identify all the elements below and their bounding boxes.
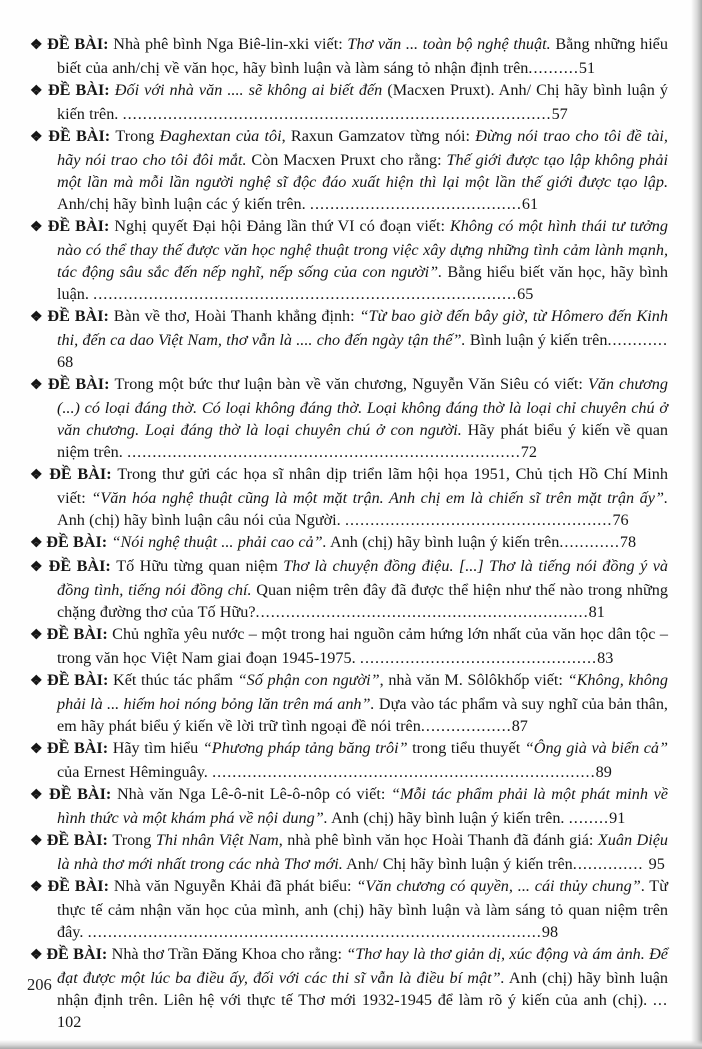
entry-text: “Phương pháp tảng băng trôi”	[202, 739, 408, 757]
entry-label: ĐỀ BÀI:	[47, 81, 115, 99]
diamond-bullet-icon: ❖	[30, 560, 49, 575]
entry-label: ĐỀ BÀI:	[47, 217, 115, 235]
entry-label: ĐỀ BÀI:	[49, 465, 118, 483]
entry-label: ĐỀ BÀI:	[46, 625, 113, 643]
entry-page-number: 89	[595, 763, 612, 781]
entry-text: Còn Macxen Pruxt cho rằng:	[246, 151, 447, 169]
entry-text: Nhà thơ Trần Đăng Khoa cho rằng:	[111, 945, 347, 963]
entry-page-number: 57	[551, 105, 568, 123]
entry-text: Trong thư gửi các họa sĩ nhân dịp triển lãm hội họa 1951, Chủ tịch Hồ Chí Minh viết:	[57, 465, 668, 507]
toc-entry	[30, 555, 668, 623]
entry-text: Thơ là chuyện đồng điệu. [...] Thơ là tiếng nói đồng ý và đồng tình, tiếng nói đồng chí.	[57, 557, 668, 599]
entry-label: ĐỀ BÀI:	[47, 877, 114, 895]
entry-text: Văn chương (...) có loại đáng thờ. Có loại không đáng thờ. Loại không đáng thờ là loại chỉ chuyên chú ở văn chương. Loại đáng thờ là loại chuyên chú ở con người.	[57, 375, 668, 439]
entry-text: của Ernest Hêminguây.	[57, 763, 213, 781]
entry-label: ĐỀ BÀI:	[46, 831, 113, 849]
dot-leader: ..................	[420, 717, 512, 735]
toc-entry	[30, 783, 668, 829]
entry-page-number: 95	[648, 855, 665, 873]
entry-label: ĐỀ BÀI:	[49, 785, 117, 803]
entry-label: ĐỀ BÀI:	[46, 739, 113, 757]
toc-entry	[30, 623, 668, 669]
dot-leader: ...	[652, 991, 668, 1009]
diamond-bullet-icon: ❖	[30, 834, 47, 849]
toc-entry	[30, 875, 668, 943]
toc-entry	[30, 125, 668, 215]
dot-leader: ..................................................................	[255, 603, 589, 621]
entry-page-number: 98	[541, 923, 559, 941]
diamond-bullet-icon: ❖	[30, 84, 48, 99]
entry-text: Hãy tìm hiểu	[112, 739, 203, 757]
entry-page-number: 78	[619, 533, 637, 551]
diamond-bullet-icon: ❖	[30, 378, 48, 393]
toc-list	[30, 33, 668, 1033]
entry-text: Anh/chị hãy bình luận các ý kiến trên.	[57, 195, 310, 213]
dot-leader: ...............................................	[359, 649, 598, 667]
dot-leader: ..........................................................................................	[87, 923, 542, 941]
dot-leader: .....................................................................................	[122, 105, 552, 123]
entry-text: , Raxun Gamzatov từng nói:	[281, 127, 476, 145]
entry-text: “Mỗi tác phẩm phải là một phát minh về hình thức và một khám phá về nội dung”.	[57, 785, 668, 827]
entry-label: ĐỀ BÀI:	[46, 945, 112, 963]
toc-entry	[30, 829, 668, 875]
entry-text: Nghị quyết Đại hội Đảng lần thứ VI có đoạn viết:	[114, 217, 450, 235]
entry-page-number: 76	[612, 511, 629, 529]
entry-text: “Thơ hay là thơ giản dị, xúc động và ám ảnh. Để đạt được một lúc ba điều ấy, đối với các thi sĩ vẫn là điều bí mật”.	[57, 945, 668, 987]
dot-leader: ..............	[572, 855, 649, 873]
entry-text: Đừng nói trao cho tôi đề tài, hãy nói trao cho tôi đôi mắt.	[57, 127, 668, 169]
entry-text: Nhà phê bình Nga Biê-lin-xki viết:	[113, 35, 348, 53]
entry-text: Trong	[115, 127, 160, 145]
diamond-bullet-icon: ❖	[30, 38, 48, 53]
entry-text: Bằng hiểu biết văn học, hãy bình luận.	[57, 263, 669, 303]
entry-text: Trong một bức thư luận bàn về văn chương, Nguyễn Văn Siêu có viết:	[114, 375, 588, 393]
entry-text: “Văn chương có quyền, ... cái thủy chung”	[356, 877, 641, 895]
dot-leader: .....................................................	[344, 511, 613, 529]
entry-text: Bình luận ý kiến trên	[465, 331, 608, 349]
entry-text: Tố Hữu từng quan niệm	[116, 557, 284, 575]
diamond-bullet-icon: ❖	[30, 742, 47, 757]
scan-edge-bottom	[0, 1040, 702, 1049]
toc-entry	[30, 669, 668, 737]
entry-text: Bàn về thơ, Hoài Thanh khẳng định:	[113, 307, 360, 325]
entry-page-number: 91	[609, 809, 626, 827]
entry-label: ĐỀ BÀI:	[47, 375, 115, 393]
dot-leader: ............	[559, 533, 620, 551]
entry-page-number: 68	[57, 353, 74, 371]
entry-text: “Không, không phải là ... hiếm hoi nóng bỏng lăn trên má anh”.	[57, 671, 668, 713]
entry-page-number: 61	[521, 195, 539, 213]
entry-text: “Số phận con người”	[237, 671, 380, 689]
entry-page-number: 51	[578, 59, 596, 77]
dot-leader: ............................................................................	[212, 763, 596, 781]
diamond-bullet-icon: ❖	[30, 310, 48, 325]
toc-entry	[30, 531, 668, 555]
entry-text: Thế giới được tạo lập không phải một lần mà mỗi lần người nghệ sĩ độc đáo xuất hiện thì lại một lần thế giới được tạo lập.	[57, 151, 668, 191]
entry-text: Thơ văn ... toàn bộ nghệ thuật.	[347, 35, 551, 53]
entry-label: ĐỀ BÀI:	[48, 557, 117, 575]
entry-text: Hãy phát biểu ý kiến về quan niệm trên.	[57, 421, 668, 461]
toc-entry	[30, 943, 668, 1033]
dot-leader: ............	[607, 331, 668, 349]
entry-text: “Từ bao giờ đến bây giờ, từ Hômero đến Kinh thi, đến ca dao Việt Nam, thơ vẫn là .... cho đến ngày tận thế”.	[57, 307, 668, 349]
entry-page-number: 81	[588, 603, 605, 621]
entry-text: , nhà phê bình văn học Hoài Thanh đã đánh giá:	[278, 831, 598, 849]
entry-text: Trong	[112, 831, 156, 849]
entry-text: Không có một hình thái tư tưởng nào có thể thay thế được văn học nghệ thuật trong việc xây dựng những tình cảm lành mạnh, tác động sâu sắc đến nếp nghĩ, nếp sống của con người”.	[57, 217, 668, 281]
entry-page-number: 87	[511, 717, 528, 735]
entry-text: Xuân Diệu là nhà thơ mới nhất trong các nhà Thơ mới.	[57, 831, 668, 873]
entry-text: Bằng những hiểu biết của anh/chị về văn học, hãy bình luận và làm sáng tỏ nhận định trên	[57, 35, 668, 77]
entry-label: ĐỀ BÀI:	[47, 35, 114, 53]
diamond-bullet-icon: ❖	[30, 468, 50, 483]
entry-text: “Ông già và biển cả”	[524, 739, 669, 757]
entry-text: trong tiểu thuyết	[407, 739, 525, 757]
entry-text: Quan niệm trên đây đã được thể hiện như thế nào trong những chặng đường thơ của Tố Hữu?	[57, 581, 668, 621]
toc-entry	[30, 463, 668, 531]
entry-text: Chủ nghĩa yêu nước – một trong hai nguồn cảm hứng lớn nhất của văn học dân tộc – trong văn học Việt Nam giai đoạn 1945-1975.	[57, 625, 668, 667]
diamond-bullet-icon: ❖	[30, 220, 48, 235]
entry-text: Nhà văn Nga Lê-ô-nit Lê-ô-nôp có viết:	[116, 785, 391, 803]
entry-text: Anh (chị) hãy bình luận ý kiến trên.	[327, 809, 569, 827]
entry-text: Anh (chị) hãy bình luận nhận định trên. Liên hệ với thực tế Thơ mới 1932-1945 để làm rõ ý kiến của anh (chị).	[57, 969, 668, 1009]
page-number: 206	[27, 975, 52, 994]
diamond-bullet-icon: ❖	[30, 536, 47, 551]
entry-page-number: 65	[517, 285, 534, 303]
entry-text: , nhà văn M. Sôlôkhốp viết:	[379, 671, 568, 689]
toc-entry	[30, 33, 668, 79]
toc-entry	[30, 215, 668, 305]
entry-text: Nhà văn Nguyễn Khải đã phát biểu:	[113, 877, 357, 895]
dot-leader: ..............................................................................	[127, 443, 521, 461]
entry-label: ĐỀ BÀI:	[47, 307, 114, 325]
entry-text: “Văn hóa nghệ thuật cũng là một mặt trận. Anh chị em là chiến sĩ trên mặt trận ấy”.	[91, 489, 668, 507]
toc-entry	[30, 373, 668, 463]
entry-page-number: 102	[57, 1013, 82, 1031]
entry-page-number: 72	[520, 443, 537, 461]
diamond-bullet-icon: ❖	[30, 788, 50, 803]
toc-entry	[30, 79, 668, 125]
dot-leader: ..........	[528, 59, 579, 77]
entry-text: Đaghextan của tôi	[159, 127, 282, 145]
diamond-bullet-icon: ❖	[30, 880, 48, 895]
toc-entry	[30, 305, 668, 373]
toc-entry	[30, 737, 668, 783]
diamond-bullet-icon: ❖	[30, 628, 47, 643]
entry-text: Kết thúc tác phẩm	[113, 671, 238, 689]
entry-text: . Từ thực tế cảm nhận văn học của mình, anh (chị) hãy bình luận và làm sáng tỏ quan niệm trên đây.	[57, 877, 668, 941]
entry-text: Thi nhân Việt Nam	[155, 831, 279, 849]
entry-text: “Nói nghệ thuật ... phải cao cả”.	[111, 533, 327, 551]
entry-text: (Macxen Pruxt). Anh/ Chị hãy bình luận ý kiến trên.	[57, 81, 668, 123]
dot-leader: ........	[568, 809, 610, 827]
entry-text: Anh (chị) hãy bình luận câu nói của Người.	[57, 511, 345, 529]
dot-leader: ....................................................................................	[93, 285, 518, 303]
diamond-bullet-icon: ❖	[30, 130, 49, 145]
entry-text: Anh/ Chị hãy bình luận ý kiến trên	[342, 855, 573, 873]
scan-edge-right	[691, 0, 702, 1049]
entry-label: ĐỀ BÀI:	[46, 533, 112, 551]
diamond-bullet-icon: ❖	[30, 948, 47, 963]
entry-page-number: 83	[597, 649, 614, 667]
entry-label: ĐỀ BÀI:	[47, 671, 113, 689]
diamond-bullet-icon: ❖	[30, 674, 48, 689]
entry-label: ĐỀ BÀI:	[48, 127, 116, 145]
entry-text: Đối với nhà văn .... sẽ không ai biết đến	[114, 81, 383, 99]
dot-leader: ..........................................	[309, 195, 522, 213]
entry-text: Dựa vào tác phẩm và suy nghĩ của bản thân, em hãy phát biểu ý kiến về lời trữ tình ngoại đề nói trên	[57, 695, 668, 735]
entry-text: Anh (chị) hãy bình luận ý kiến trên	[326, 533, 560, 551]
